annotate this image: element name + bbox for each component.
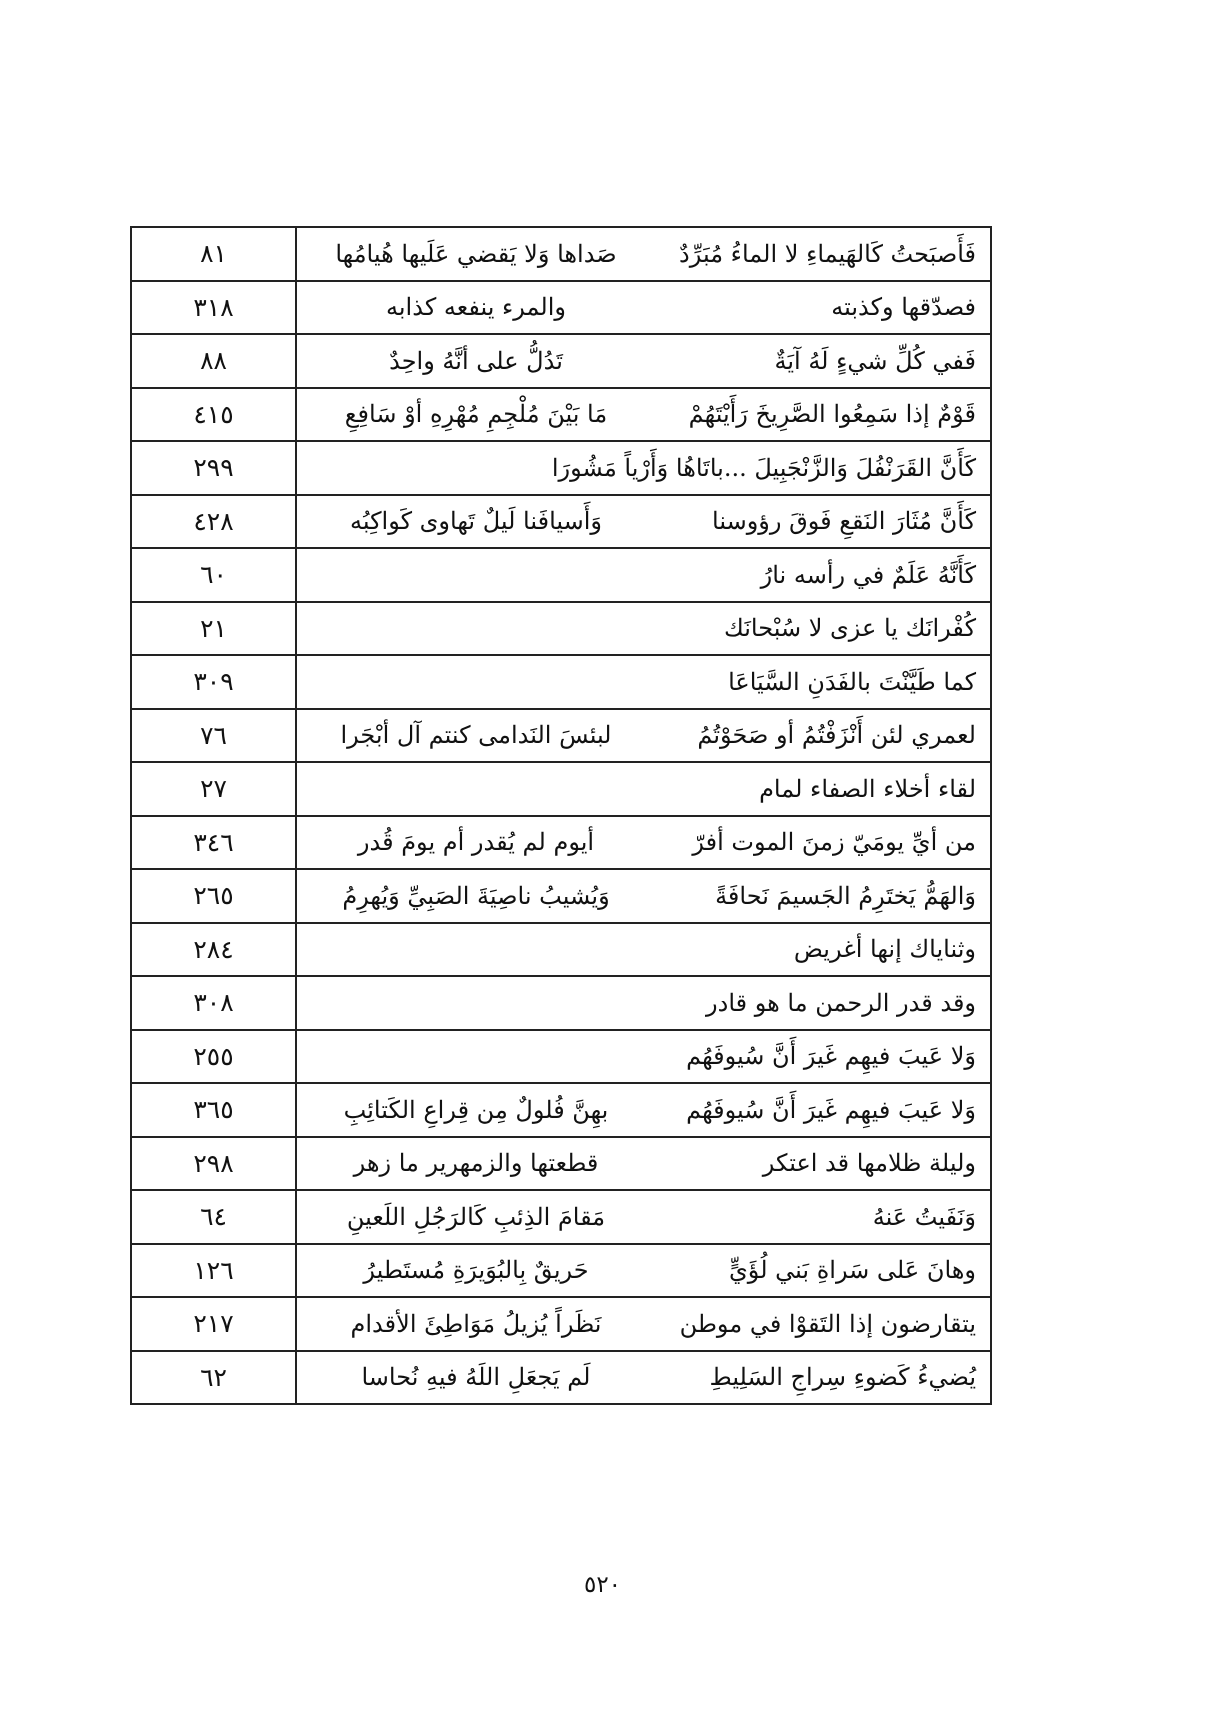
- page-reference-cell: ٢٨٤: [131, 923, 296, 977]
- verse-cell: [296, 976, 991, 1030]
- table-row: [131, 1083, 991, 1137]
- table-row: [131, 1190, 991, 1244]
- verse-first-hemistich: يتقارضون إذا التَقوْا في موطن: [679, 1309, 976, 1338]
- verse-second-hemistich: صَداها وَلا يَقضي عَلَيها هُيامُها: [335, 239, 617, 268]
- verse-cell: [296, 1244, 991, 1298]
- verse-cell: [296, 602, 991, 656]
- verse-first-hemistich: كَأَنَّ مُثَارَ النَقعِ فَوقَ رؤوسنا: [712, 507, 976, 536]
- table-row: [131, 709, 991, 763]
- page-reference-cell: ٢٦٥: [131, 869, 296, 923]
- verse-cell: [296, 1030, 991, 1084]
- verse-first-hemistich: وقد قدر الرحمن ما هو قادر: [706, 988, 976, 1017]
- page-reference-cell: ١٢٦: [131, 1244, 296, 1298]
- table-row: [131, 1297, 991, 1351]
- page-reference-cell: ٣٤٦: [131, 816, 296, 870]
- verse-second-hemistich: أيوم لم يُقدر أم يومَ قُدر: [357, 828, 595, 857]
- page-reference-cell: ٣٠٩: [131, 655, 296, 709]
- verse-index-table: [130, 226, 992, 1405]
- verse-cell: [296, 388, 991, 442]
- table-row: [131, 816, 991, 870]
- page-reference-cell: ٣٦٥: [131, 1083, 296, 1137]
- page-reference-cell: ٨١: [131, 227, 296, 281]
- table-row: [131, 923, 991, 977]
- verse-second-hemistich: والمرء ينفعه كذابه: [386, 293, 566, 322]
- verse-second-hemistich: بهِنَّ فُلولٌ مِن قِراعِ الكَتائِبِ: [343, 1095, 609, 1124]
- verse-cell: [296, 334, 991, 388]
- verse-first-hemistich: فصدّقها وكذبته: [831, 293, 976, 322]
- page-reference-cell: ٢٩٨: [131, 1137, 296, 1191]
- verse-cell: [296, 762, 991, 816]
- verse-second-hemistich: وَأَسيافَنا لَيلٌ تَهاوى كَواكِبُه: [349, 507, 603, 536]
- page-reference-cell: ٨٨: [131, 334, 296, 388]
- verse-first-hemistich: قَوْمٌ إذا سَمِعُوا الصَّرِيخَ رَأَيْتَهُمْ: [688, 400, 976, 429]
- table-row: [131, 655, 991, 709]
- table-row: [131, 334, 991, 388]
- verse-first-hemistich: كُفْرانَك يا عزى لا سُبْحانَك: [724, 614, 976, 643]
- verse-first-hemistich: فَفي كُلِّ شيءٍ لَهُ آيَةٌ: [774, 346, 976, 375]
- verse-first-hemistich: وَنَفَيتُ عَنهُ: [872, 1202, 976, 1231]
- page-reference-cell: ٢٧: [131, 762, 296, 816]
- table-row: [131, 976, 991, 1030]
- table-row: [131, 869, 991, 923]
- table-row: [131, 762, 991, 816]
- table-row: [131, 441, 991, 495]
- page-reference-cell: ٦٠: [131, 548, 296, 602]
- verse-cell: [296, 869, 991, 923]
- verse-second-hemistich: مَا بَيْنَ مُلْجِمِ مُهْرِهِ أوْ سَافِعِ: [344, 400, 608, 429]
- verse-cell: [296, 1351, 991, 1405]
- verse-first-hemistich: لعمري لئن أَنْزَفْتُمُ أو صَحَوْتُمُ: [697, 721, 976, 750]
- verse-cell: [296, 281, 991, 335]
- verse-cell: [296, 655, 991, 709]
- page-reference-cell: ٣٠٨: [131, 976, 296, 1030]
- table-row: [131, 1244, 991, 1298]
- verse-first-hemistich: كما طَيَّنْتَ بالفَدَنِ السَّيَاعَا: [728, 667, 976, 696]
- verse-cell: [296, 1297, 991, 1351]
- verse-first-hemistich: وهانَ عَلى سَراةِ بَني لُؤَيٍّ: [729, 1256, 976, 1285]
- verse-cell: [296, 1083, 991, 1137]
- verse-first-hemistich: يُضيءُ كَضوءِ سِراجِ السَلِيطِ: [709, 1363, 976, 1392]
- page-reference-cell: ٧٦: [131, 709, 296, 763]
- verse-first-hemistich: فَأَصبَحتُ كَالهَيماءِ لا الماءُ مُبَرِّدٌ: [679, 239, 976, 268]
- verse-cell: [296, 441, 991, 495]
- verse-second-hemistich: تَدُلُّ على أنَّهُ واحِدٌ: [389, 346, 563, 375]
- verse-cell: [296, 709, 991, 763]
- table-row: [131, 388, 991, 442]
- verse-cell: [296, 816, 991, 870]
- table-row: [131, 227, 991, 281]
- page-reference-cell: ٣١٨: [131, 281, 296, 335]
- verse-first-hemistich: من أيِّ يومَيّ زمنَ الموت أفرّ: [692, 828, 976, 857]
- table-row: [131, 495, 991, 549]
- page-number: ٥٢٠: [583, 1572, 622, 1598]
- page-reference-cell: ٤١٥: [131, 388, 296, 442]
- verse-cell: [296, 495, 991, 549]
- verse-first-hemistich: كَأَنَّهُ عَلَمٌ في رأسه نارُ: [760, 560, 976, 589]
- table-row: [131, 1137, 991, 1191]
- verse-second-hemistich: لَم يَجعَلِ اللَهُ فيهِ نُحاسا: [361, 1363, 591, 1392]
- verse-second-hemistich: حَريقٌ بِالبُوَيرَةِ مُستَطيرُ: [363, 1256, 589, 1285]
- verse-second-hemistich: قطعتها والزمهرير ما زهر: [353, 1149, 599, 1178]
- verse-first-hemistich: كَأَنَّ القَرَنْفُلَ وَالزَّنْجَبِيلَ ...باتَاهُا وَأَرْياً مَشُورَا: [551, 453, 976, 482]
- verse-cell: [296, 548, 991, 602]
- page-reference-cell: ٢١: [131, 602, 296, 656]
- table-row: [131, 548, 991, 602]
- table-row: [131, 1030, 991, 1084]
- page-reference-cell: ٢١٧: [131, 1297, 296, 1351]
- verse-first-hemistich: وَلا عَيبَ فيهِم غَيرَ أَنَّ سُيوفَهُم: [686, 1042, 976, 1071]
- page-reference-cell: ٦٤: [131, 1190, 296, 1244]
- verse-first-hemistich: وَلا عَيبَ فيهِم غَيرَ أَنَّ سُيوفَهُم: [686, 1095, 976, 1124]
- verse-cell: [296, 1137, 991, 1191]
- verse-first-hemistich: وَالهَمُّ يَختَرِمُ الجَسيمَ نَحافَةً: [715, 881, 976, 910]
- verse-second-hemistich: وَيُشيبُ ناصِيَةَ الصَبِيِّ وَيُهرِمُ: [342, 881, 610, 910]
- page-reference-cell: ٦٢: [131, 1351, 296, 1405]
- verse-cell: [296, 923, 991, 977]
- verse-second-hemistich: نَظَراً يُزيلُ مَوَاطِئَ الأقدام: [350, 1309, 602, 1338]
- verse-first-hemistich: لقاء أخلاء الصفاء لمام: [759, 774, 976, 803]
- page-reference-cell: ٢٩٩: [131, 441, 296, 495]
- verse-second-hemistich: لبئسَ النَدامى كنتم آل أبْجَرا: [340, 721, 612, 750]
- verse-second-hemistich: مَقامَ الذِئبِ كَالرَجُلِ اللَعينِ: [346, 1202, 606, 1231]
- table-row: [131, 602, 991, 656]
- page-reference-cell: ٤٢٨: [131, 495, 296, 549]
- table-row: [131, 281, 991, 335]
- verse-first-hemistich: وثناياك إنها أغريض: [793, 935, 976, 964]
- verse-cell: [296, 1190, 991, 1244]
- table-row: [131, 1351, 991, 1405]
- verse-cell: [296, 227, 991, 281]
- verse-first-hemistich: وليلة ظلامها قد اعتكر: [762, 1149, 976, 1178]
- page-reference-cell: ٢٥٥: [131, 1030, 296, 1084]
